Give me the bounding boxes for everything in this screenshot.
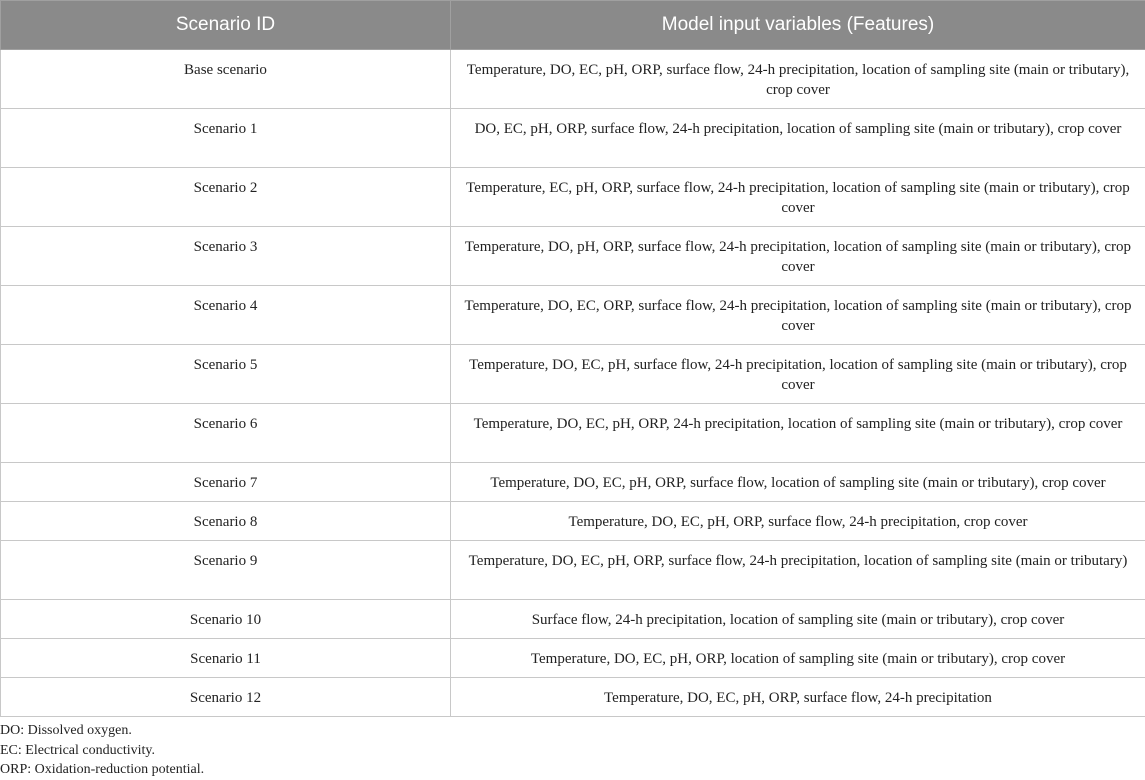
table-header xyxy=(1,1,1145,50)
features-cell: Temperature, DO, EC, pH, ORP, surface flow, 24-h precipitation xyxy=(451,678,1145,717)
features-cell: Temperature, DO, EC, pH, ORP, surface flow, location of sampling site (main or tributary), crop cover xyxy=(451,463,1145,502)
table-row xyxy=(1,404,1145,463)
table-footnotes xyxy=(0,721,204,780)
features-cell: Temperature, DO, EC, pH, ORP, surface flow, 24-h precipitation, crop cover xyxy=(451,502,1145,541)
table-row xyxy=(1,678,1145,717)
scenario-id-cell: Scenario 3 xyxy=(1,227,451,286)
header-row xyxy=(1,1,1145,50)
features-cell: Temperature, DO, EC, pH, ORP, location of sampling site (main or tributary), crop cover xyxy=(451,639,1145,678)
scenario-id-cell: Scenario 1 xyxy=(1,109,451,168)
features-cell: Temperature, DO, pH, ORP, surface flow, 24-h precipitation, location of sampling site (main or tributary), crop cover xyxy=(451,227,1145,286)
scenario-id-cell: Scenario 6 xyxy=(1,404,451,463)
table-row xyxy=(1,109,1145,168)
features-cell: Temperature, DO, EC, pH, ORP, surface flow, 24-h precipitation, location of sampling site (main or tributary) xyxy=(451,541,1145,600)
features-cell: Temperature, EC, pH, ORP, surface flow, 24-h precipitation, location of sampling site (main or tributary), crop cover xyxy=(451,168,1145,227)
table-row xyxy=(1,541,1145,600)
header-model-input-variables: Model input variables (Features) xyxy=(451,1,1145,50)
table-row xyxy=(1,227,1145,286)
footnote-ec: EC: Electrical conductivity. xyxy=(0,742,155,758)
features-cell: Temperature, DO, EC, pH, ORP, 24-h precipitation, location of sampling site (main or tributary), crop cover xyxy=(451,404,1145,463)
table-row xyxy=(1,600,1145,639)
features-cell: Temperature, DO, EC, ORP, surface flow, 24-h precipitation, location of sampling site (main or tributary), crop cover xyxy=(451,286,1145,345)
table-row xyxy=(1,345,1145,404)
header-scenario-id: Scenario ID xyxy=(1,1,451,50)
scenario-id-cell: Scenario 5 xyxy=(1,345,451,404)
table-row xyxy=(1,639,1145,678)
scenario-id-cell: Scenario 4 xyxy=(1,286,451,345)
footnote-orp: ORP: Oxidation-reduction potential. xyxy=(0,762,205,777)
scenario-id-cell: Scenario 7 xyxy=(1,463,451,502)
features-cell: DO, EC, pH, ORP, surface flow, 24-h precipitation, location of sampling site (main or tributary), crop cover xyxy=(451,109,1145,168)
footnote-do: DO: Dissolved oxygen. xyxy=(0,723,132,738)
table-row xyxy=(1,502,1145,541)
scenario-id-cell: Scenario 11 xyxy=(1,639,451,678)
table-row xyxy=(1,50,1145,109)
features-cell: Temperature, DO, EC, pH, surface flow, 24-h precipitation, location of sampling site (main or tributary), crop cover xyxy=(451,345,1145,404)
features-cell: Temperature, DO, EC, pH, ORP, surface flow, 24-h precipitation, location of sampling site (main or tributary), crop cover xyxy=(451,50,1145,109)
features-cell: Surface flow, 24-h precipitation, location of sampling site (main or tributary), crop cover xyxy=(451,600,1145,639)
scenario-id-cell: Scenario 12 xyxy=(1,678,451,717)
scenario-id-cell: Base scenario xyxy=(1,50,451,109)
scenario-id-cell: Scenario 9 xyxy=(1,541,451,600)
scenario-id-cell: Scenario 8 xyxy=(1,502,451,541)
scenario-id-cell: Scenario 2 xyxy=(1,168,451,227)
table-body xyxy=(1,50,1145,717)
table-row xyxy=(1,168,1145,227)
table-row xyxy=(1,463,1145,502)
table-row xyxy=(1,286,1145,345)
scenario-id-cell: Scenario 10 xyxy=(1,600,451,639)
